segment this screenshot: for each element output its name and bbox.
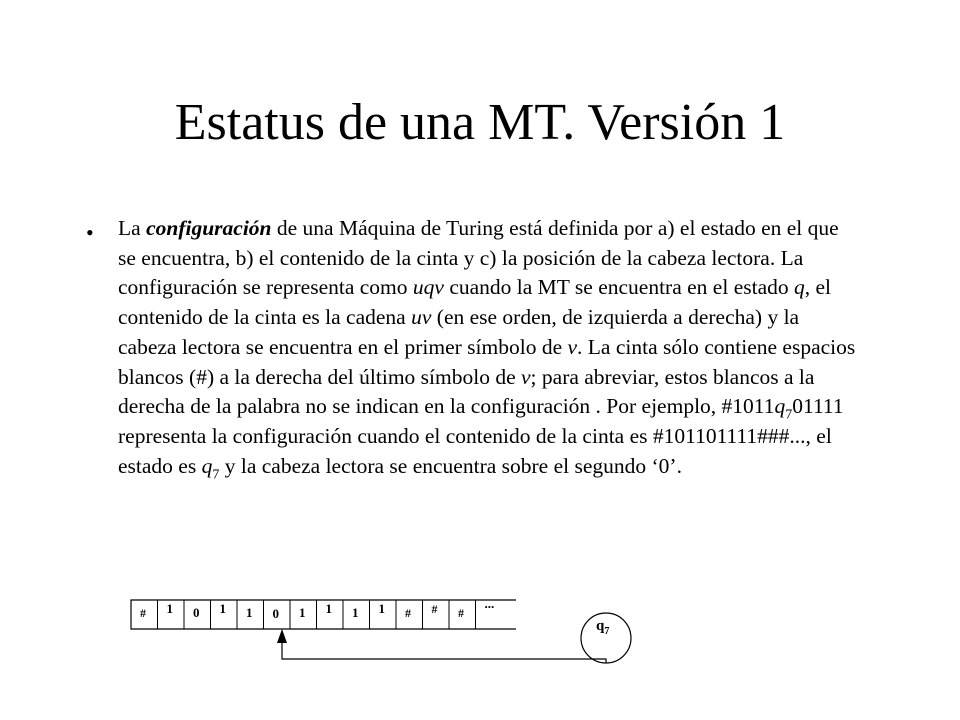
- var-uv: uv: [411, 305, 432, 330]
- term-configuracion: configuración: [146, 216, 272, 240]
- state-q: q: [201, 453, 213, 478]
- example-state-subscript: 7: [785, 407, 793, 423]
- text-segment: La: [118, 216, 147, 240]
- tape-cell-symbol: 1: [325, 601, 332, 616]
- tape-cell-symbol: 0: [193, 605, 200, 620]
- tape-cell-symbol: #: [140, 606, 146, 620]
- tape-cell-symbol: 1: [352, 605, 359, 620]
- head-pointer-line: [282, 641, 606, 663]
- text-segment: de una Máquina de Turing está definida por a) el estado en el que se encuentra, b) el contenido de la cinta y c) la posición de la cabeza lectora. La configuración se representa como: [118, 216, 839, 300]
- state-label-subscript: 7: [604, 626, 610, 637]
- state-circle: [581, 613, 631, 663]
- text-segment: . La cinta sólo contiene espacios blancos (#) a la derecha del último símbolo de: [118, 334, 856, 389]
- tape-cell-symbol: #: [431, 602, 438, 616]
- tape-cell-symbol: 1: [246, 605, 253, 620]
- var-uqv: uqv: [412, 275, 444, 300]
- state-label-q: q: [596, 618, 605, 634]
- tape-cell-symbol: #: [405, 606, 411, 620]
- var-v: v: [521, 364, 531, 389]
- tape-cell-symbol: #: [458, 606, 464, 620]
- var-q: q: [794, 275, 805, 300]
- text-segment: y la cabeza lectora se encuentra sobre el segundo ‘0’.: [219, 453, 682, 478]
- example-state-q: q: [774, 394, 786, 419]
- var-v: v: [567, 334, 578, 359]
- text-segment: , el contenido de la cinta es la cadena: [118, 275, 832, 330]
- tape-cell-symbol: 1: [219, 601, 226, 616]
- tape-cell-symbol: 1: [299, 605, 306, 620]
- tape-cell-symbol: ...: [484, 596, 495, 611]
- slide-title: Estatus de una MT. Versión 1: [174, 94, 786, 151]
- tape-cell-head-symbol: 0: [272, 606, 279, 621]
- text-segment: ; para abreviar, estos blancos a la derecha de la palabra no se indican en la configuración . Por ejemplo, #1011: [118, 364, 815, 419]
- state-subscript: 7: [212, 466, 220, 482]
- head-pointer-arrowhead: [277, 629, 287, 643]
- text-segment: (en ese orden, de izquierda a derecha) y la cabeza lectora se encuentra en el primer símbolo de: [118, 305, 800, 359]
- text-segment: cuando la MT se encuentra en el estado: [443, 275, 794, 300]
- tape-cell-symbol: 1: [166, 601, 173, 616]
- tape-cell-symbol: 1: [378, 601, 385, 616]
- state-label: [596, 618, 609, 637]
- text-segment: 01111 representa la configuración cuando el contenido de la cinta es #101101111###..., el estado es: [118, 394, 844, 478]
- tape-cells: [131, 596, 516, 629]
- bullet-marker: •: [86, 220, 94, 245]
